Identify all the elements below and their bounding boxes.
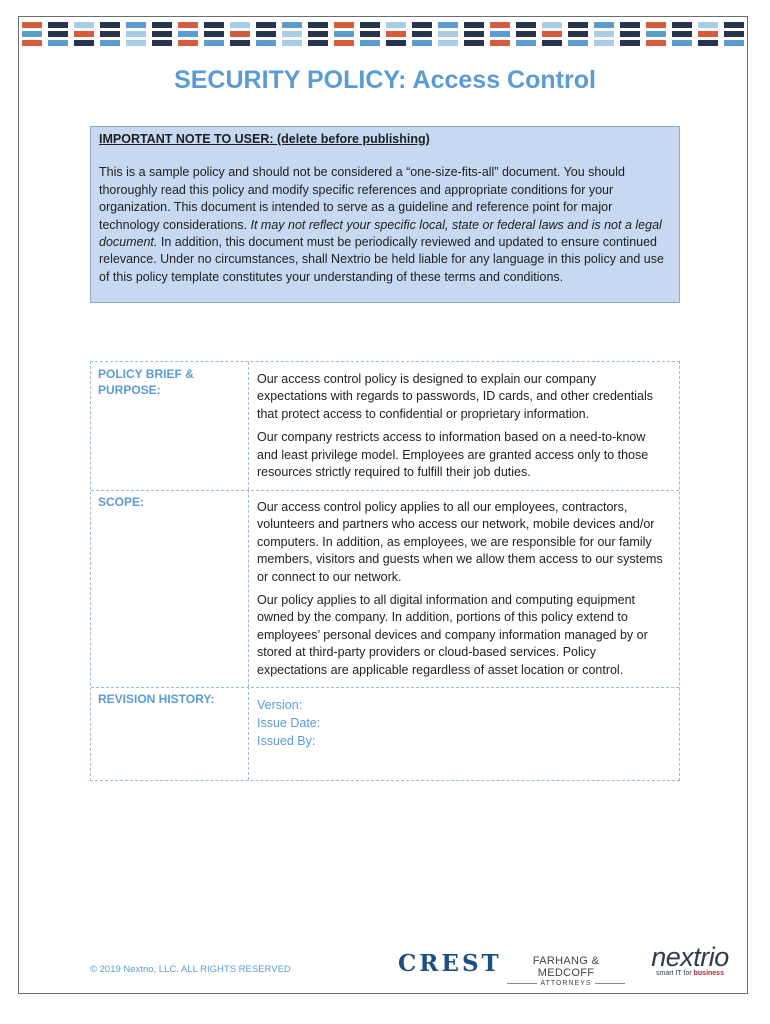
- stripe-segment: [178, 40, 198, 46]
- farhang-medcoff-subtitle: ATTORNEYS: [503, 980, 629, 987]
- stripe-segment: [74, 31, 94, 37]
- note-body: [99, 164, 671, 286]
- stripe-segment: [672, 40, 692, 46]
- stripe-segment: [48, 22, 68, 28]
- farhang-medcoff-logo: [503, 955, 629, 987]
- row-content-revision-history: [257, 696, 669, 750]
- stripe-segment: [542, 40, 562, 46]
- row-policy-brief: [91, 362, 679, 491]
- stripe-segment: [22, 40, 42, 46]
- stripe-segment: [386, 31, 406, 37]
- nextrio-tagline-plain: smart IT for: [656, 970, 694, 977]
- stripe-segment: [412, 40, 432, 46]
- stripe-row: [22, 40, 748, 46]
- stripe-segment: [464, 31, 484, 37]
- stripe-segment: [126, 31, 146, 37]
- stripe-segment: [438, 22, 458, 28]
- stripe-segment: [724, 40, 744, 46]
- stripe-segment: [412, 22, 432, 28]
- stripe-segment: [724, 22, 744, 28]
- nextrio-wordmark: nextrio: [651, 942, 729, 972]
- stripe-segment: [386, 40, 406, 46]
- decorative-stripe-header: [22, 22, 748, 54]
- footer-copyright: © 2019 Nextrio, LLC. ALL RIGHTS RESERVED: [90, 964, 291, 975]
- stripe-segment: [568, 22, 588, 28]
- stripe-row: [22, 31, 748, 37]
- stripe-segment: [282, 22, 302, 28]
- stripe-segment: [178, 31, 198, 37]
- stripe-segment: [594, 31, 614, 37]
- stripe-segment: [594, 22, 614, 28]
- row-revision-history: [91, 687, 679, 780]
- stripe-segment: [672, 31, 692, 37]
- page-title: SECURITY POLICY: Access Control: [174, 66, 596, 94]
- row-content-policy-brief: [257, 371, 669, 487]
- revision-issue-date: Issue Date:: [257, 716, 321, 730]
- stripe-segment: [22, 22, 42, 28]
- scope-paragraph-1: Our access control policy applies to all our employees, contractors, volunteers and partners who access our network, mobile devices and/or computers. In addition, as employees, we are responsible for our family members, visitors and guests when we allow them access to our systems or connect to our network.: [257, 500, 663, 584]
- stripe-segment: [204, 22, 224, 28]
- stripe-segment: [490, 31, 510, 37]
- stripe-segment: [464, 22, 484, 28]
- stripe-segment: [126, 40, 146, 46]
- stripe-segment: [360, 22, 380, 28]
- stripe-segment: [256, 31, 276, 37]
- stripe-segment: [594, 40, 614, 46]
- stripe-segment: [74, 40, 94, 46]
- stripe-segment: [542, 22, 562, 28]
- note-body-text-end: In addition, this document must be periodically reviewed and updated to ensure continued relevance. Under no circumstances, shall Nextrio be held liable for any language in this policy and use of this policy template constitutes your understanding of these terms and conditions.: [99, 235, 664, 284]
- stripe-segment: [386, 22, 406, 28]
- stripe-segment: [438, 31, 458, 37]
- crest-logo: CREST: [398, 950, 502, 977]
- stripe-segment: [100, 40, 120, 46]
- stripe-segment: [48, 31, 68, 37]
- important-note-box: [90, 126, 680, 303]
- stripe-segment: [620, 22, 640, 28]
- stripe-segment: [152, 40, 172, 46]
- stripe-segment: [100, 22, 120, 28]
- stripe-segment: [646, 22, 666, 28]
- row-label-revision-history: REVISION HISTORY:: [91, 687, 249, 780]
- stripe-segment: [516, 22, 536, 28]
- stripe-segment: [360, 31, 380, 37]
- nextrio-tagline-bold: business: [693, 970, 724, 977]
- stripe-segment: [490, 22, 510, 28]
- stripe-segment: [204, 31, 224, 37]
- stripe-segment: [516, 40, 536, 46]
- stripe-segment: [48, 40, 68, 46]
- stripe-segment: [646, 31, 666, 37]
- stripe-segment: [230, 31, 250, 37]
- stripe-segment: [334, 22, 354, 28]
- stripe-segment: [126, 22, 146, 28]
- stripe-segment: [516, 31, 536, 37]
- stripe-segment: [22, 31, 42, 37]
- stripe-segment: [256, 22, 276, 28]
- stripe-segment: [360, 40, 380, 46]
- note-body-italic: It may not reflect your specific local, state or federal laws and is not a legal document.: [99, 217, 662, 250]
- stripe-segment: [308, 31, 328, 37]
- nextrio-logo: [640, 943, 740, 977]
- stripe-segment: [178, 22, 198, 28]
- stripe-segment: [152, 22, 172, 28]
- farhang-medcoff-name: FARHANG & MEDCOFF: [532, 955, 600, 979]
- stripe-segment: [620, 31, 640, 37]
- stripe-segment: [464, 40, 484, 46]
- stripe-segment: [438, 40, 458, 46]
- stripe-segment: [282, 40, 302, 46]
- stripe-segment: [152, 31, 172, 37]
- revision-issued-by: Issued By:: [257, 734, 316, 748]
- stripe-segment: [698, 22, 718, 28]
- row-scope: [91, 490, 679, 688]
- policy-table: [90, 361, 680, 781]
- stripe-segment: [568, 40, 588, 46]
- policy-brief-paragraph-2: Our company restricts access to information based on a need-to-know and least privilege model. Employees are granted access only to those resources strictly required to fulfill their job duties.: [257, 430, 649, 480]
- stripe-segment: [308, 40, 328, 46]
- note-body-text: This is a sample policy and should not be considered a “one-size-fits-all” document. You should thoroughly read this policy and modify specific references and appropriate conditions for your organization. This document is intended to serve as a guideline and reference point for major technology considerations.: [99, 165, 625, 232]
- stripe-segment: [724, 31, 744, 37]
- stripe-segment: [672, 22, 692, 28]
- row-content-scope: [257, 499, 669, 685]
- stripe-segment: [412, 31, 432, 37]
- stripe-segment: [230, 40, 250, 46]
- note-heading: IMPORTANT NOTE TO USER: (delete before publishing): [99, 132, 430, 146]
- stripe-segment: [282, 31, 302, 37]
- stripe-segment: [74, 22, 94, 28]
- stripe-segment: [308, 22, 328, 28]
- stripe-segment: [334, 40, 354, 46]
- stripe-segment: [100, 31, 120, 37]
- row-label-scope: SCOPE:: [91, 490, 249, 687]
- stripe-segment: [490, 40, 510, 46]
- stripe-segment: [568, 31, 588, 37]
- policy-brief-paragraph-1: Our access control policy is designed to explain our company expectations with regards to passwords, ID cards, and other credentials that protect access to confidential or proprietary information.: [257, 372, 654, 421]
- stripe-segment: [698, 31, 718, 37]
- stripe-segment: [256, 40, 276, 46]
- stripe-segment: [230, 22, 250, 28]
- stripe-segment: [646, 40, 666, 46]
- stripe-segment: [204, 40, 224, 46]
- stripe-segment: [698, 40, 718, 46]
- stripe-segment: [542, 31, 562, 37]
- stripe-row: [22, 22, 748, 28]
- row-label-policy-brief: POLICY BRIEF & PURPOSE:: [91, 362, 249, 490]
- stripe-segment: [334, 31, 354, 37]
- scope-paragraph-2: Our policy applies to all digital information and computing equipment owned by the company. In addition, portions of this policy extend to employees’ personal devices and company information managed by or stored at third-party providers or cloud-based services. Policy expectations are applicable regardless of asset location or control.: [257, 593, 648, 677]
- revision-version: Version:: [257, 698, 303, 712]
- stripe-segment: [620, 40, 640, 46]
